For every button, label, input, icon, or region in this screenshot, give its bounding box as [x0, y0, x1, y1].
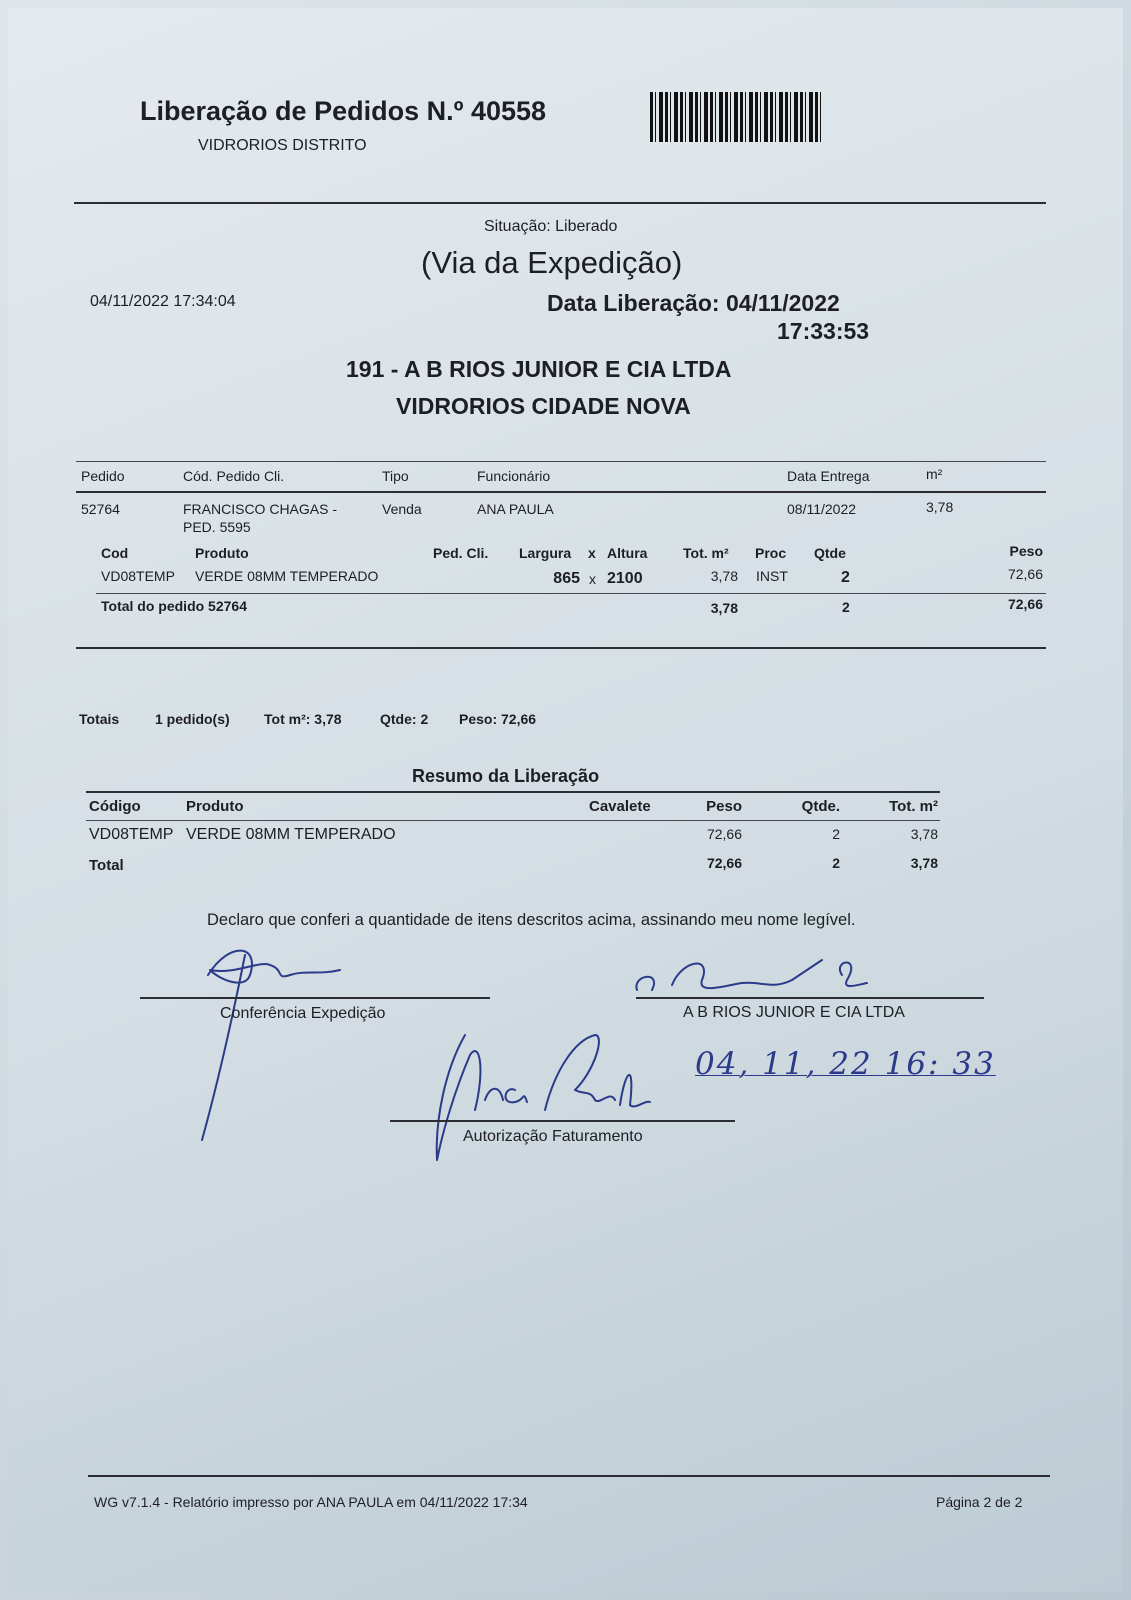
- summary-tot-m2: 3,78: [910, 826, 938, 842]
- totals-peso: Peso: 72,66: [459, 711, 537, 727]
- summary-peso: 72,66: [706, 826, 742, 842]
- footer-printed-by: WG v7.1.4 - Relatório impresso por ANA PAULA em 04/11/2022 17:34: [94, 1494, 528, 1510]
- col-tipo: Tipo: [382, 468, 409, 484]
- summary-col-qtde: Qtde.: [801, 798, 840, 815]
- signature-conferencia: [190, 935, 350, 1145]
- item-col-cod: Cod: [101, 545, 129, 561]
- totals-qtde: Qtde: 2: [380, 711, 429, 727]
- totals-label: Totais: [79, 711, 120, 727]
- summary-col-tot-m2: Tot. m²: [889, 798, 938, 815]
- document-title: Liberação de Pedidos N.º 40558: [140, 96, 547, 126]
- order-funcionario: ANA PAULA: [477, 501, 554, 517]
- cliente-label: A B RIOS JUNIOR E CIA LTDA: [683, 1004, 905, 1021]
- summary-col-peso: Peso: [706, 798, 742, 815]
- summary-total-tot-m2: 3,78: [910, 855, 938, 871]
- conferencia-signature-line: [140, 997, 490, 999]
- order-total-peso: 72,66: [1007, 596, 1043, 612]
- footer-page-number: Página 2 de 2: [936, 1494, 1023, 1510]
- release-date: Data Liberação: 04/11/2022: [547, 290, 840, 316]
- declaration-text: Declaro que conferi a quantidade de itens descritos acima, assinando meu nome legível.: [207, 911, 856, 929]
- totals-tot-m2: Tot m²: 3,78: [264, 711, 342, 727]
- totals-pedidos: 1 pedido(s): [155, 711, 230, 727]
- footer-divider: [88, 1475, 1050, 1477]
- item-proc: INST: [756, 568, 788, 584]
- autorizacao-signature-line: [390, 1120, 735, 1122]
- item-tot-m2: 3,78: [710, 568, 738, 584]
- barcode: [650, 92, 822, 142]
- item-produto: VERDE 08MM TEMPERADO: [195, 568, 379, 584]
- order-total-label: Total do pedido 52764: [101, 598, 247, 614]
- col-pedido: Pedido: [81, 468, 125, 484]
- item-col-altura: Altura: [607, 545, 648, 561]
- col-cod-pedido-cli: Cód. Pedido Cli.: [183, 468, 285, 484]
- order-tipo: Venda: [382, 501, 422, 517]
- client-name: 191 - A B RIOS JUNIOR E CIA LTDA: [346, 356, 732, 382]
- summary-col-cavalete: Cavalete: [589, 798, 651, 815]
- situation-status: Situação: Liberado: [484, 218, 618, 235]
- copy-label: (Via da Expedição): [421, 245, 683, 280]
- item-line: [96, 593, 1046, 594]
- item-col-tot-m2: Tot. m²: [683, 545, 729, 561]
- summary-produto: VERDE 08MM TEMPERADO: [186, 826, 396, 843]
- summary-codigo: VD08TEMP: [89, 826, 174, 843]
- cliente-signature-line: [636, 997, 984, 999]
- item-col-largura: Largura: [519, 545, 572, 561]
- summary-col-produto: Produto: [186, 798, 244, 815]
- order-cod-pedido-cli-2: PED. 5595: [183, 519, 251, 535]
- item-qtde: 2: [841, 569, 850, 586]
- col-m2: m²: [926, 466, 943, 482]
- conferencia-label: Conferência Expedição: [220, 1005, 386, 1022]
- order-total-qtde: 2: [842, 599, 850, 615]
- client-branch: VIDRORIOS CIDADE NOVA: [396, 393, 691, 419]
- handwritten-datetime: 04, 11, 22 16: 33: [695, 1046, 996, 1082]
- item-peso: 72,66: [1007, 566, 1043, 582]
- order-m2: 3,78: [926, 499, 954, 515]
- order-data-entrega: 08/11/2022: [787, 501, 857, 517]
- order-total-m2: 3,78: [710, 600, 738, 616]
- item-largura: 865: [553, 570, 580, 587]
- order-pedido: 52764: [81, 501, 120, 517]
- autorizacao-label: Autorização Faturamento: [463, 1128, 643, 1145]
- item-altura: 2100: [607, 570, 643, 587]
- item-x: x: [589, 571, 596, 587]
- item-col-produto: Produto: [195, 545, 249, 561]
- summary-total-peso: 72,66: [706, 855, 742, 871]
- item-col-qtde: Qtde: [814, 545, 846, 561]
- company-name: VIDRORIOS DISTRITO: [198, 137, 367, 154]
- order-table-bottom-line: [76, 647, 1046, 649]
- order-header-line: [76, 491, 1046, 493]
- signature-autorizacao: [425, 1030, 655, 1170]
- order-table-top-line: [76, 461, 1046, 462]
- col-data-entrega: Data Entrega: [787, 468, 870, 484]
- item-col-proc: Proc: [755, 545, 787, 561]
- item-col-ped-cli: Ped. Cli.: [433, 545, 489, 561]
- summary-top-line: [86, 791, 940, 793]
- col-funcionario: Funcionário: [477, 468, 551, 484]
- summary-header-line: [86, 820, 940, 821]
- release-time: 17:33:53: [777, 318, 870, 344]
- summary-title: Resumo da Liberação: [412, 766, 600, 786]
- printed-timestamp: 04/11/2022 17:34:04: [90, 293, 236, 310]
- item-cod: VD08TEMP: [101, 568, 175, 584]
- item-col-peso: Peso: [1009, 543, 1043, 559]
- summary-qtde: 2: [832, 826, 840, 842]
- header-divider: [74, 202, 1046, 204]
- summary-total-label: Total: [89, 857, 124, 874]
- item-col-x: x: [588, 545, 596, 561]
- summary-total-qtde: 2: [832, 855, 840, 871]
- summary-col-codigo: Código: [89, 798, 141, 815]
- order-cod-pedido-cli: FRANCISCO CHAGAS -: [183, 501, 338, 517]
